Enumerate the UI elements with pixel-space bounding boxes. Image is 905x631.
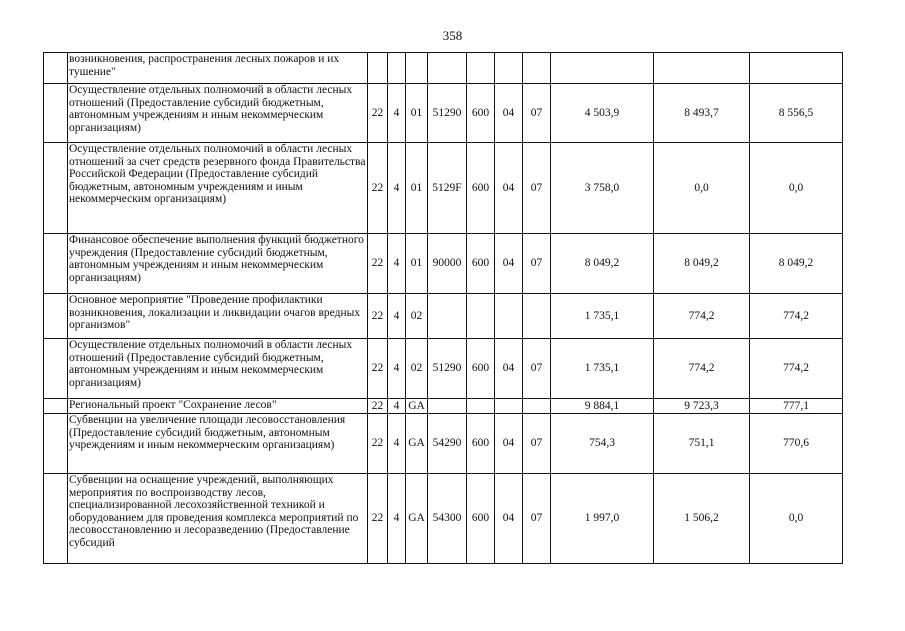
row-name: Субвенции на увеличение площади лесовосстановления (Предоставление субсидий бюджетным, автономным учреждениям и иным некоммерческим организациям) bbox=[68, 414, 368, 474]
amount-cell: 0,0 bbox=[654, 143, 750, 234]
blank-cell bbox=[44, 84, 68, 143]
code-cell: 4 bbox=[388, 294, 406, 339]
amount-cell: 8 049,2 bbox=[551, 234, 654, 294]
code-cell: 22 bbox=[368, 234, 388, 294]
code-cell bbox=[428, 53, 467, 84]
code-cell: 04 bbox=[495, 474, 523, 564]
code-cell bbox=[428, 399, 467, 414]
blank-cell bbox=[44, 339, 68, 399]
row-name: Финансовое обеспечение выполнения функций бюджетного учреждения (Предоставление субсидий бюджетным, автономным учреждениям и иным некоммерческим организациям) bbox=[68, 234, 368, 294]
code-cell: 54300 bbox=[428, 474, 467, 564]
code-cell: 07 bbox=[523, 474, 551, 564]
row-name: Основное мероприятие "Проведение профилактики возникновения, локализации и ликвидации очагов вредных организмов" bbox=[68, 294, 368, 339]
table-row bbox=[44, 399, 843, 414]
row-name: Осуществление отдельных полномочий в области лесных отношений (Предоставление субсидий бюджетным, автономным учреждениям и иным некоммерческим организациям) bbox=[68, 339, 368, 399]
code-cell bbox=[523, 399, 551, 414]
row-name: Осуществление отдельных полномочий в области лесных отношений за счет средств резервного фонда Правительства Российской Федерации (Предоставление субсидий бюджетным, автономным учреждениям и иным некоммерческим организациям) bbox=[68, 143, 368, 234]
code-cell bbox=[406, 53, 428, 84]
amount-cell: 751,1 bbox=[654, 414, 750, 474]
amount-cell: 0,0 bbox=[750, 474, 843, 564]
code-cell bbox=[428, 294, 467, 339]
amount-cell: 8 049,2 bbox=[750, 234, 843, 294]
table-row bbox=[44, 414, 843, 474]
amount-cell: 1 506,2 bbox=[654, 474, 750, 564]
amount-cell: 774,2 bbox=[654, 339, 750, 399]
amount-cell: 774,2 bbox=[750, 294, 843, 339]
code-cell: 01 bbox=[406, 143, 428, 234]
code-cell: 07 bbox=[523, 234, 551, 294]
amount-cell: 754,3 bbox=[551, 414, 654, 474]
code-cell bbox=[495, 294, 523, 339]
code-cell: 02 bbox=[406, 294, 428, 339]
code-cell: 600 bbox=[467, 84, 495, 143]
amount-cell: 9 723,3 bbox=[654, 399, 750, 414]
code-cell: 22 bbox=[368, 414, 388, 474]
code-cell: 600 bbox=[467, 339, 495, 399]
code-cell: 22 bbox=[368, 339, 388, 399]
page-number: 358 bbox=[442, 28, 463, 43]
amount-cell bbox=[750, 53, 843, 84]
code-cell: 22 bbox=[368, 84, 388, 143]
code-cell: 600 bbox=[467, 143, 495, 234]
code-cell: 4 bbox=[388, 84, 406, 143]
amount-cell: 8 493,7 bbox=[654, 84, 750, 143]
code-cell: 22 bbox=[368, 143, 388, 234]
blank-cell bbox=[44, 414, 68, 474]
code-cell: 4 bbox=[388, 234, 406, 294]
row-name: Региональный проект "Сохранение лесов" bbox=[68, 399, 368, 414]
blank-cell bbox=[44, 474, 68, 564]
amount-cell: 8 556,5 bbox=[750, 84, 843, 143]
code-cell bbox=[467, 294, 495, 339]
code-cell: 07 bbox=[523, 84, 551, 143]
code-cell: GA bbox=[406, 399, 428, 414]
code-cell bbox=[467, 53, 495, 84]
code-cell bbox=[495, 53, 523, 84]
code-cell bbox=[523, 53, 551, 84]
code-cell bbox=[467, 399, 495, 414]
amount-cell: 8 049,2 bbox=[654, 234, 750, 294]
amount-cell bbox=[551, 53, 654, 84]
code-cell: 07 bbox=[523, 339, 551, 399]
table-row bbox=[44, 84, 843, 143]
code-cell bbox=[495, 399, 523, 414]
row-name: Осуществление отдельных полномочий в области лесных отношений (Предоставление субсидий бюджетным, автономным учреждениям и иным некоммерческим организациям) bbox=[68, 84, 368, 143]
code-cell bbox=[388, 53, 406, 84]
code-cell: 07 bbox=[523, 143, 551, 234]
code-cell: 54290 bbox=[428, 414, 467, 474]
amount-cell: 774,2 bbox=[654, 294, 750, 339]
amount-cell: 777,1 bbox=[750, 399, 843, 414]
blank-cell bbox=[44, 234, 68, 294]
row-name: Субвенции на оснащение учреждений, выполняющих мероприятия по воспроизводству лесов, специализированной лесохозяйственной техникой и оборудованием для проведения комплекса мероприятий по лесовосстановлению и лесоразведению (Предоставление субсидий bbox=[68, 474, 368, 564]
blank-cell bbox=[44, 53, 68, 84]
code-cell: 01 bbox=[406, 234, 428, 294]
amount-cell: 3 758,0 bbox=[551, 143, 654, 234]
code-cell: 04 bbox=[495, 414, 523, 474]
code-cell: 4 bbox=[388, 339, 406, 399]
code-cell: 600 bbox=[467, 414, 495, 474]
code-cell bbox=[368, 53, 388, 84]
blank-cell bbox=[44, 143, 68, 234]
amount-cell: 774,2 bbox=[750, 339, 843, 399]
code-cell: 04 bbox=[495, 143, 523, 234]
code-cell: 04 bbox=[495, 84, 523, 143]
code-cell: GA bbox=[406, 474, 428, 564]
code-cell: 5129F bbox=[428, 143, 467, 234]
code-cell: 51290 bbox=[428, 339, 467, 399]
amount-cell: 770,6 bbox=[750, 414, 843, 474]
code-cell: 51290 bbox=[428, 84, 467, 143]
code-cell: 600 bbox=[467, 234, 495, 294]
code-cell: 4 bbox=[388, 474, 406, 564]
code-cell: 04 bbox=[495, 234, 523, 294]
amount-cell: 1 735,1 bbox=[551, 339, 654, 399]
blank-cell bbox=[44, 399, 68, 414]
code-cell: 04 bbox=[495, 339, 523, 399]
code-cell: 22 bbox=[368, 294, 388, 339]
code-cell: 4 bbox=[388, 399, 406, 414]
table-row bbox=[44, 339, 843, 399]
row-name: возникновения, распространения лесных пожаров и их тушение" bbox=[68, 53, 368, 84]
code-cell: 07 bbox=[523, 414, 551, 474]
amount-cell: 0,0 bbox=[750, 143, 843, 234]
code-cell: 4 bbox=[388, 143, 406, 234]
code-cell: 22 bbox=[368, 474, 388, 564]
amount-cell: 9 884,1 bbox=[551, 399, 654, 414]
table-row bbox=[44, 143, 843, 234]
table-row bbox=[44, 294, 843, 339]
amount-cell: 1 997,0 bbox=[551, 474, 654, 564]
amount-cell: 4 503,9 bbox=[551, 84, 654, 143]
table-row bbox=[44, 234, 843, 294]
amount-cell: 1 735,1 bbox=[551, 294, 654, 339]
amount-cell bbox=[654, 53, 750, 84]
code-cell: 02 bbox=[406, 339, 428, 399]
budget-table bbox=[43, 52, 843, 564]
table-row bbox=[44, 474, 843, 564]
blank-cell bbox=[44, 294, 68, 339]
table-row bbox=[44, 53, 843, 84]
code-cell: GA bbox=[406, 414, 428, 474]
code-cell: 600 bbox=[467, 474, 495, 564]
code-cell: 90000 bbox=[428, 234, 467, 294]
code-cell bbox=[523, 294, 551, 339]
code-cell: 01 bbox=[406, 84, 428, 143]
code-cell: 4 bbox=[388, 414, 406, 474]
code-cell: 22 bbox=[368, 399, 388, 414]
